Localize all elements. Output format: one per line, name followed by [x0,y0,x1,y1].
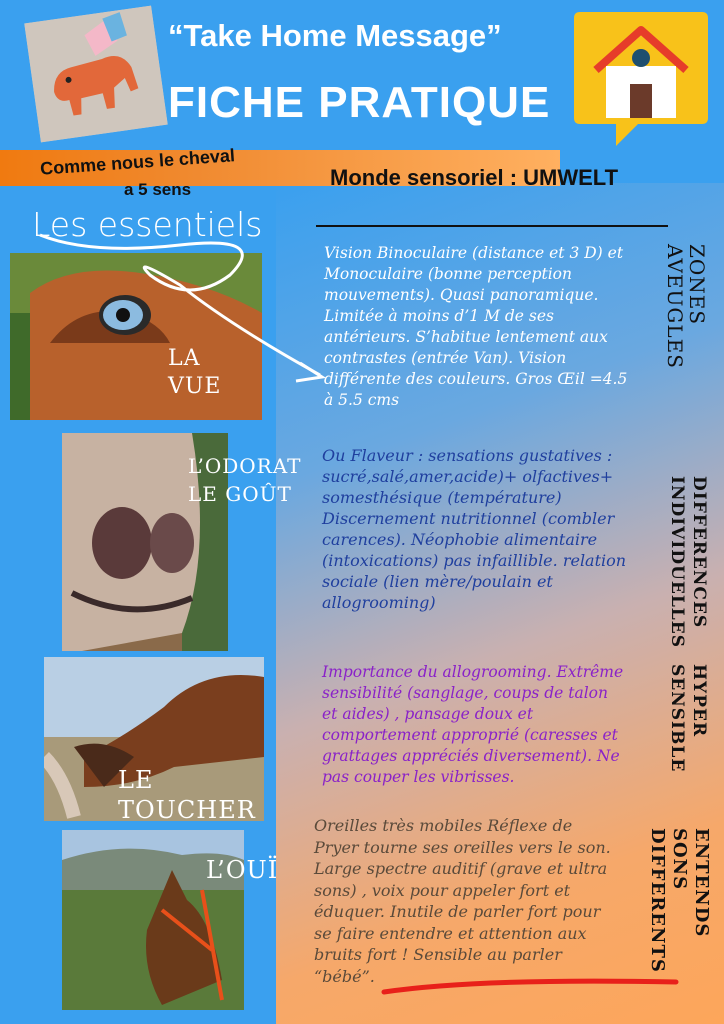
page-title: FICHE PRATIQUE [168,78,551,127]
vision-label-2: VUE [168,374,222,399]
touch-label-2: TOUCHER [118,796,256,824]
house-icon [566,8,716,148]
side-note-entends: ENTENDS SONS DIFFERENTS [647,828,712,973]
heading-divider [316,225,668,227]
hearing-label: L’OUÏ [206,856,279,884]
vision-text: Vision Binoculaire (distance et 3 D) et Monoculaire (bonne perception mouvements). Quasi panoramique. Limitée à moins d’1 M de ses antérieurs. S’habitue lentement aux contrastes (entrée Van). Vision différente des couleurs. Gros Œil =4.5 à 5.5 cms [324,244,628,409]
red-underline [380,970,680,1000]
vision-label-1: LA [168,346,201,371]
toy-horse-photo [24,6,167,143]
tagline-line2: a 5 sens [124,180,192,199]
smell-taste-text: Ou Flaveur : sensations gustatives : sucré,salé,amer,acide)+ olfactives+ somesthésique (température) Discernement nutritionnel (combler carences). Néophobie alimentaire (intoxications) pas infaillible. relation sociale (lien mère/poulain et allogrooming) [322,446,627,612]
side-note-zones-aveugles: ZONES AVEUGLES [663,244,709,369]
section-heading: Monde sensoriel : UMWELT [330,165,619,190]
header-subtitle: “Take Home Message” [168,18,502,53]
side-note-differences: DIFFERENCES INDIVIDUELLES [667,476,709,648]
curved-arrow-icon [30,215,330,395]
sidebar-title: Les essentiels [32,205,263,244]
touch-text: Importance du allogrooming. Extrême sensibilité (sanglage, coups de talon et aides) , pansage doux et comportement approprié (caresses et grattages appréciés diversement). Ne pas couper les vibrisses. [322,663,624,786]
tagline-line1: Comme nous le cheval [39,145,236,179]
touch-label-1: LE [118,766,154,794]
smell-label-1: L’ODORAT [188,454,302,478]
side-note-hyper-sensible: HYPER SENSIBLE [667,664,709,773]
hearing-text: Oreilles très mobiles Réflexe de Pryer tourne ses oreilles vers le son. Large spectre auditif (grave et ultra sons) , voix pour appeler fort et éduquer. Inutile de parler fort pour se faire entendre et attention aux bruits fort ! Sensible au parler “bébé”. [314,816,611,986]
smell-label-2: LE GOÛT [188,482,292,506]
